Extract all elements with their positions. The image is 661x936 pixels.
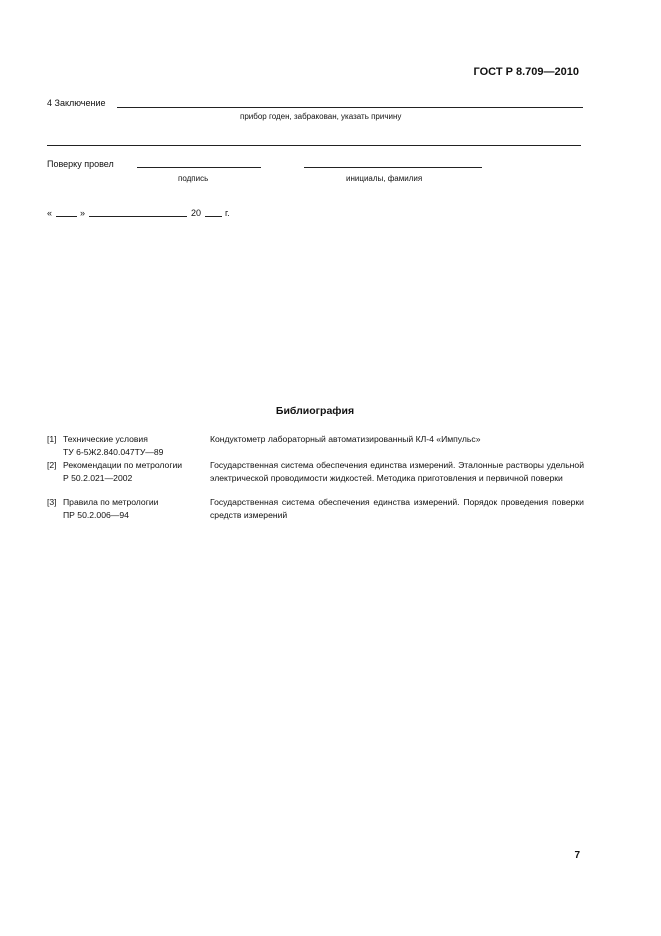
entry-source-code: ПР 50.2.006—94 <box>63 509 129 520</box>
day-line <box>56 216 77 217</box>
name-line <box>304 167 482 168</box>
entry-description: Государственная система обеспечения единства измерений. Порядок проведения поверки средств измерений <box>210 497 584 520</box>
bibliography-title: Библиография <box>275 405 355 417</box>
entry-source <box>63 433 211 458</box>
page-number: 7 <box>574 850 580 861</box>
verifier-label: Поверку провел <box>47 159 114 169</box>
document-code: ГОСТ Р 8.709—2010 <box>473 66 579 78</box>
entry-source-type: Рекомендации по метрологии <box>63 460 183 470</box>
conclusion-hint: прибор годен, забракован, указать причину <box>240 112 402 121</box>
conclusion-fill-line <box>117 107 583 108</box>
signature-line <box>137 167 261 168</box>
month-line <box>89 216 187 217</box>
date-open-quote: « <box>47 208 53 218</box>
entry-description: Кондуктометр лабораторный автоматизированный КЛ-4 «Импульс» <box>210 434 481 444</box>
entry-number: [3] <box>47 497 57 507</box>
entry-source-code: Р 50.2.021—2002 <box>63 472 133 483</box>
year-line <box>205 216 222 217</box>
conclusion-continuation-line <box>47 145 581 146</box>
signature-caption: подпись <box>178 174 209 183</box>
name-caption: инициалы, фамилия <box>346 174 423 183</box>
year-prefix: 20 <box>191 208 202 218</box>
entry-source-type: Правила по метрологии <box>63 497 159 507</box>
conclusion-label: 4 Заключение <box>47 98 106 108</box>
entry-source <box>63 496 211 521</box>
entry-source-code: ТУ 6-5Ж2.840.047ТУ—89 <box>63 446 164 457</box>
entry-number: [2] <box>47 460 57 470</box>
entry-description: Государственная система обеспечения единства измерений. Эталонные растворы удельной электрической проводимости жидкостей. Методика приготовления и первичной поверки <box>210 460 584 483</box>
date-close-quote: » <box>80 208 86 218</box>
entry-number: [1] <box>47 434 57 444</box>
entry-source <box>63 459 211 484</box>
entry-source-type: Технические условия <box>63 434 148 444</box>
year-suffix: г. <box>225 208 230 218</box>
